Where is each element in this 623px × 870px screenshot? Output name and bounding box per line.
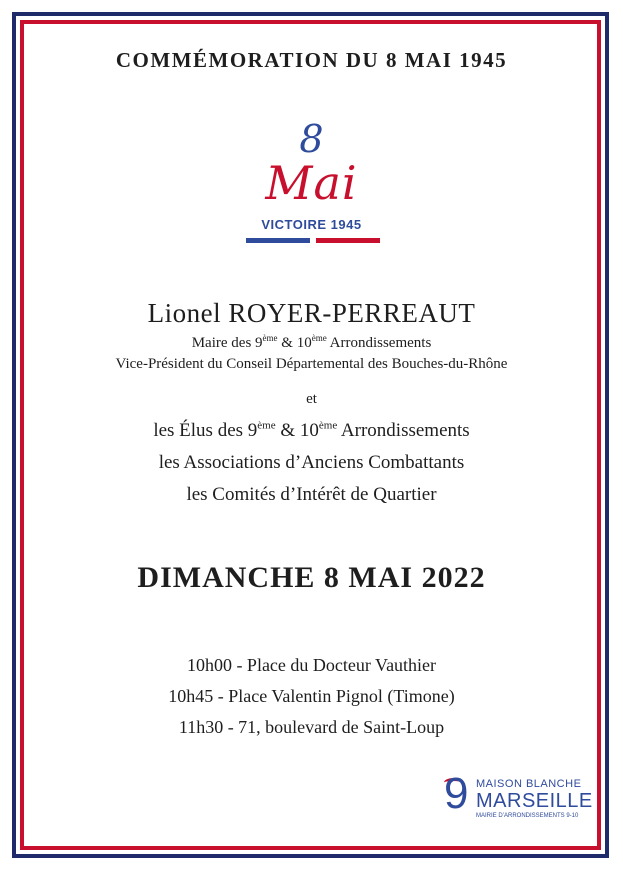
host-role-mayor: Maire des 9ème & 10ème Arrondissements <box>191 333 432 351</box>
page-title: COMMÉMORATION DU 8 MAI 1945 <box>115 48 508 72</box>
guests-comites: les Comités d’Intérêt de Quartier <box>186 484 437 505</box>
conjunction: et <box>306 391 317 407</box>
host-name: Lionel ROYER-PERREAUT <box>147 298 476 328</box>
logo-line1: MAISON BLANCHE <box>476 778 582 790</box>
logo-subtitle: VICTOIRE 1945 <box>261 217 362 232</box>
schedule-item: 11h30 - 71, boulevard de Saint-Loup <box>178 717 445 737</box>
logo-red-bar <box>316 238 380 243</box>
marseille-logo <box>444 769 593 824</box>
logo-number: 8 <box>299 117 324 161</box>
logo-line2: MARSEILLE <box>476 790 593 812</box>
logo-blue-bar <box>246 238 310 243</box>
schedule-item: 10h00 - Place du Docteur Vauthier <box>186 655 437 675</box>
logo-word: Mai <box>265 156 358 210</box>
guests-elus: les Élus des 9ème & 10ème Arrondissements <box>153 419 470 441</box>
schedule-item: 10h45 - Place Valentin Pignol (Timone) <box>168 686 455 706</box>
logo-district-number: 9 <box>444 769 469 818</box>
event-date: DIMANCHE 8 MAI 2022 <box>137 561 486 594</box>
host-role-vp: Vice-Président du Conseil Départemental des Bouches-du-Rhône <box>115 356 508 372</box>
logo-line3: MAIRIE D’ARRONDISSEMENTS 9-10 <box>476 813 579 819</box>
guests-associations: les Associations d’Anciens Combattants <box>158 452 465 473</box>
